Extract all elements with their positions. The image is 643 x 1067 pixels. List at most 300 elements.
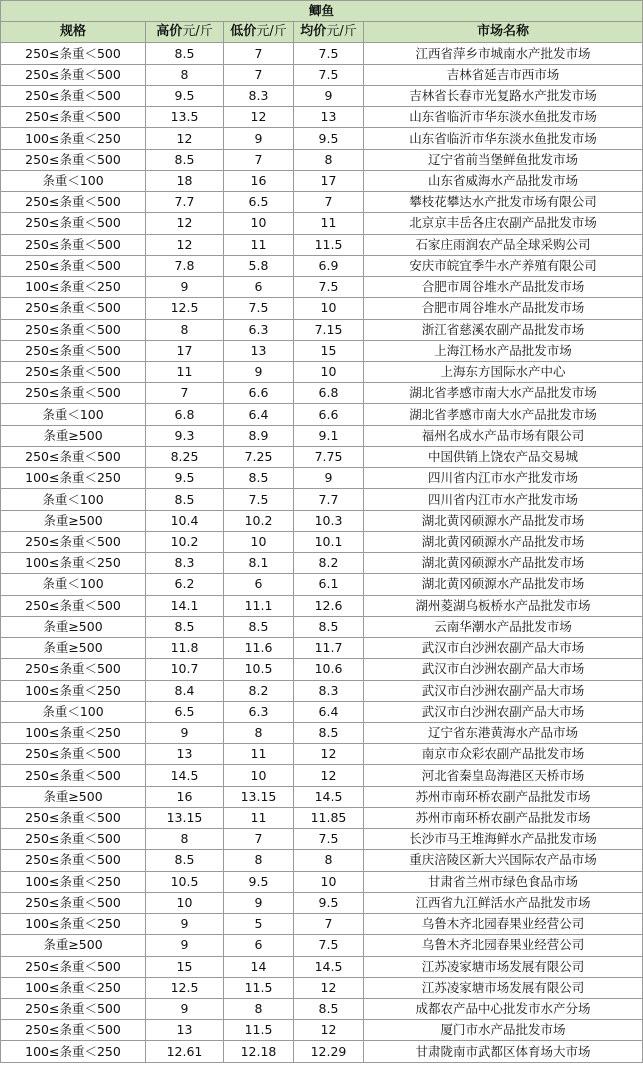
cell-high: 14.1	[146, 595, 224, 616]
cell-low: 12.18	[224, 1041, 294, 1062]
cell-avg: 9.5	[294, 892, 364, 913]
cell-market: 湖北黄冈硕源水产品批发市场	[364, 574, 643, 595]
table-row	[1, 404, 643, 425]
cell-low: 7.5	[224, 489, 294, 510]
cell-spec: 条重＜100	[1, 489, 146, 510]
cell-high: 9	[146, 277, 224, 298]
cell-avg: 12	[294, 744, 364, 765]
table-row	[1, 935, 643, 956]
cell-market: 浙江省慈溪农副产品批发市场	[364, 319, 643, 340]
table-row	[1, 638, 643, 659]
cell-market: 江西省萍乡市城南水产批发市场	[364, 43, 643, 64]
cell-avg: 8	[294, 850, 364, 871]
cell-spec: 100≤条重＜250	[1, 1041, 146, 1062]
cell-high: 8.5	[146, 43, 224, 64]
cell-avg: 7.5	[294, 43, 364, 64]
cell-low: 5.8	[224, 255, 294, 276]
table-row	[1, 531, 643, 552]
cell-avg: 9.1	[294, 425, 364, 446]
cell-market: 甘肃陇南市武都区体育场大市场	[364, 1041, 643, 1062]
header-spec: 规格	[1, 22, 146, 43]
cell-high: 12.61	[146, 1041, 224, 1062]
cell-market: 石家庄雨润农产品全球采购公司	[364, 234, 643, 255]
cell-avg: 12	[294, 977, 364, 998]
cell-spec: 100≤条重＜250	[1, 553, 146, 574]
cell-spec: 条重≥500	[1, 935, 146, 956]
table-row	[1, 977, 643, 998]
cell-avg: 8.3	[294, 680, 364, 701]
table-row	[1, 213, 643, 234]
table-row	[1, 850, 643, 871]
cell-market: 四川省内江市水产批发市场	[364, 489, 643, 510]
cell-low: 6	[224, 574, 294, 595]
cell-high: 8.5	[146, 149, 224, 170]
table-row	[1, 1020, 643, 1041]
table-row	[1, 1041, 643, 1062]
cell-market: 湖北黄冈硕源水产品批发市场	[364, 553, 643, 574]
cell-spec: 250≤条重＜500	[1, 361, 146, 382]
cell-market: 武汉市白沙洲农副产品大市场	[364, 701, 643, 722]
cell-high: 12.5	[146, 977, 224, 998]
cell-market: 安庆市皖宜季牛水产养殖有限公司	[364, 255, 643, 276]
table-row	[1, 659, 643, 680]
header-high	[146, 22, 224, 43]
cell-spec: 250≤条重＜500	[1, 383, 146, 404]
cell-high: 9.5	[146, 85, 224, 106]
cell-market: 苏州市南环桥农副产品批发市场	[364, 786, 643, 807]
cell-market: 山东省临沂市华东淡水鱼批发市场	[364, 107, 643, 128]
table-row	[1, 43, 643, 64]
cell-spec: 250≤条重＜500	[1, 956, 146, 977]
table-row	[1, 892, 643, 913]
table-body	[1, 43, 643, 1062]
cell-avg: 6.6	[294, 404, 364, 425]
cell-avg: 9	[294, 85, 364, 106]
cell-spec: 250≤条重＜500	[1, 531, 146, 552]
cell-low: 11.1	[224, 595, 294, 616]
cell-avg: 8	[294, 149, 364, 170]
cell-low: 8.2	[224, 680, 294, 701]
cell-avg: 9	[294, 468, 364, 489]
cell-high: 12	[146, 213, 224, 234]
cell-high: 8	[146, 64, 224, 85]
cell-market: 江苏凌家塘市场发展有限公司	[364, 956, 643, 977]
cell-market: 攀枝花攀达水产批发市场有限公司	[364, 192, 643, 213]
cell-spec: 100≤条重＜250	[1, 277, 146, 298]
cell-avg: 17	[294, 170, 364, 191]
title-row	[1, 1, 643, 22]
cell-low: 7	[224, 829, 294, 850]
cell-market: 上海江杨水产品批发市场	[364, 340, 643, 361]
header-high-unit: 元/斤	[182, 24, 213, 40]
header-low-unit: 元/斤	[256, 24, 287, 40]
table-row	[1, 553, 643, 574]
cell-market: 湖北黄冈硕源水产品批发市场	[364, 531, 643, 552]
cell-high: 7.8	[146, 255, 224, 276]
cell-avg: 11	[294, 213, 364, 234]
cell-avg: 11.7	[294, 638, 364, 659]
header-low	[224, 22, 294, 43]
table-row	[1, 192, 643, 213]
cell-high: 15	[146, 956, 224, 977]
cell-spec: 250≤条重＜500	[1, 659, 146, 680]
table-row	[1, 255, 643, 276]
cell-spec: 条重≥500	[1, 510, 146, 531]
header-avg	[294, 22, 364, 43]
cell-spec: 100≤条重＜250	[1, 977, 146, 998]
cell-spec: 250≤条重＜500	[1, 807, 146, 828]
cell-spec: 250≤条重＜500	[1, 107, 146, 128]
header-market: 市场名称	[364, 22, 643, 43]
cell-market: 湖北省孝感市南大水产品批发市场	[364, 404, 643, 425]
cell-low: 8	[224, 850, 294, 871]
cell-high: 6.2	[146, 574, 224, 595]
cell-avg: 7.5	[294, 935, 364, 956]
cell-low: 10.2	[224, 510, 294, 531]
cell-low: 10	[224, 531, 294, 552]
cell-high: 7	[146, 383, 224, 404]
cell-low: 9	[224, 128, 294, 149]
cell-low: 11	[224, 744, 294, 765]
cell-avg: 8.5	[294, 999, 364, 1020]
cell-high: 9	[146, 914, 224, 935]
cell-avg: 6.1	[294, 574, 364, 595]
cell-high: 8.3	[146, 553, 224, 574]
cell-high: 10	[146, 892, 224, 913]
cell-low: 7.5	[224, 298, 294, 319]
cell-avg: 7.5	[294, 277, 364, 298]
cell-high: 11.8	[146, 638, 224, 659]
table-row	[1, 999, 643, 1020]
header-low-label: 低价	[230, 24, 257, 40]
cell-market: 上海东方国际水产中心	[364, 361, 643, 382]
table-row	[1, 871, 643, 892]
cell-avg: 10.6	[294, 659, 364, 680]
table-row	[1, 489, 643, 510]
cell-low: 11.5	[224, 1020, 294, 1041]
cell-market: 山东省临沂市华东淡水鱼批发市场	[364, 128, 643, 149]
cell-low: 8	[224, 722, 294, 743]
table-row	[1, 722, 643, 743]
cell-high: 13.5	[146, 107, 224, 128]
cell-high: 9	[146, 999, 224, 1020]
cell-high: 10.5	[146, 871, 224, 892]
cell-low: 12	[224, 107, 294, 128]
cell-high: 12.5	[146, 298, 224, 319]
cell-high: 13	[146, 1020, 224, 1041]
cell-avg: 8.2	[294, 553, 364, 574]
cell-spec: 250≤条重＜500	[1, 850, 146, 871]
cell-spec: 250≤条重＜500	[1, 213, 146, 234]
cell-spec: 100≤条重＜250	[1, 914, 146, 935]
cell-spec: 条重≥500	[1, 616, 146, 637]
cell-high: 8.5	[146, 850, 224, 871]
cell-avg: 10	[294, 871, 364, 892]
cell-avg: 14.5	[294, 786, 364, 807]
cell-market: 河北省秦皇岛海港区天桥市场	[364, 765, 643, 786]
cell-high: 8.25	[146, 446, 224, 467]
cell-spec: 100≤条重＜250	[1, 722, 146, 743]
cell-market: 甘肃省兰州市绿色食品市场	[364, 871, 643, 892]
cell-high: 8.5	[146, 616, 224, 637]
cell-market: 苏州市南环桥农副产品批发市场	[364, 807, 643, 828]
table-row	[1, 446, 643, 467]
cell-low: 8.1	[224, 553, 294, 574]
cell-spec: 条重≥500	[1, 786, 146, 807]
cell-avg: 8.5	[294, 616, 364, 637]
cell-market: 厦门市水产品批发市场	[364, 1020, 643, 1041]
cell-low: 9.5	[224, 871, 294, 892]
cell-low: 11	[224, 234, 294, 255]
cell-avg: 6.9	[294, 255, 364, 276]
cell-low: 16	[224, 170, 294, 191]
cell-low: 11.5	[224, 977, 294, 998]
cell-high: 6.5	[146, 701, 224, 722]
cell-avg: 6.4	[294, 701, 364, 722]
cell-low: 9	[224, 361, 294, 382]
cell-market: 合肥市周谷堆水产品批发市场	[364, 298, 643, 319]
cell-market: 江西省九江鲜活水产品批发市场	[364, 892, 643, 913]
cell-market: 辽宁省东港黄海水产品市场	[364, 722, 643, 743]
cell-low: 10.5	[224, 659, 294, 680]
cell-spec: 100≤条重＜250	[1, 468, 146, 489]
cell-spec: 250≤条重＜500	[1, 234, 146, 255]
cell-market: 南京市众彩农副产品批发市场	[364, 744, 643, 765]
cell-avg: 7.75	[294, 446, 364, 467]
table-row	[1, 361, 643, 382]
cell-high: 10.7	[146, 659, 224, 680]
cell-market: 北京京丰岳各庄农副产品批发市场	[364, 213, 643, 234]
cell-avg: 7.5	[294, 64, 364, 85]
table-row	[1, 510, 643, 531]
cell-market: 江苏凌家塘市场发展有限公司	[364, 977, 643, 998]
cell-market: 重庆涪陵区新大兴国际农产品市场	[364, 850, 643, 871]
cell-avg: 7.5	[294, 829, 364, 850]
cell-low: 13	[224, 340, 294, 361]
table-row	[1, 170, 643, 191]
table-row	[1, 765, 643, 786]
table-row	[1, 383, 643, 404]
table-row	[1, 298, 643, 319]
cell-spec: 250≤条重＜500	[1, 64, 146, 85]
cell-low: 13.15	[224, 786, 294, 807]
cell-high: 10.2	[146, 531, 224, 552]
cell-low: 9	[224, 892, 294, 913]
table-row	[1, 914, 643, 935]
cell-avg: 13	[294, 107, 364, 128]
cell-avg: 11.5	[294, 234, 364, 255]
cell-market: 吉林省延吉市西市场	[364, 64, 643, 85]
cell-spec: 250≤条重＜500	[1, 829, 146, 850]
cell-high: 9	[146, 722, 224, 743]
cell-high: 7.7	[146, 192, 224, 213]
cell-low: 10	[224, 765, 294, 786]
table-row	[1, 956, 643, 977]
table-row	[1, 85, 643, 106]
cell-spec: 250≤条重＜500	[1, 85, 146, 106]
cell-high: 12	[146, 234, 224, 255]
cell-spec: 250≤条重＜500	[1, 149, 146, 170]
header-high-label: 高价	[156, 24, 183, 40]
cell-low: 6.3	[224, 701, 294, 722]
table-row	[1, 786, 643, 807]
cell-avg: 12.6	[294, 595, 364, 616]
cell-market: 辽宁省前当堡鲜鱼批发市场	[364, 149, 643, 170]
cell-avg: 7	[294, 192, 364, 213]
cell-market: 乌鲁木齐北园春果业经营公司	[364, 935, 643, 956]
cell-high: 14.5	[146, 765, 224, 786]
table-row	[1, 701, 643, 722]
cell-low: 14	[224, 956, 294, 977]
table-row	[1, 319, 643, 340]
cell-high: 13.15	[146, 807, 224, 828]
cell-avg: 10	[294, 298, 364, 319]
cell-spec: 250≤条重＜500	[1, 192, 146, 213]
cell-market: 福州名成水产品市场有限公司	[364, 425, 643, 446]
cell-low: 10	[224, 213, 294, 234]
header-avg-unit: 元/斤	[326, 24, 357, 40]
cell-market: 吉林省长春市光复路水产批发市场	[364, 85, 643, 106]
cell-low: 6	[224, 935, 294, 956]
cell-market: 四川省内江市水产批发市场	[364, 468, 643, 489]
cell-avg: 7.7	[294, 489, 364, 510]
cell-high: 17	[146, 340, 224, 361]
cell-market: 武汉市白沙洲农副产品大市场	[364, 638, 643, 659]
cell-spec: 250≤条重＜500	[1, 595, 146, 616]
cell-spec: 条重＜100	[1, 404, 146, 425]
table-row	[1, 829, 643, 850]
cell-avg: 6.8	[294, 383, 364, 404]
cell-market: 成都农产品中心批发市水产分场	[364, 999, 643, 1020]
cell-avg: 11.85	[294, 807, 364, 828]
cell-low: 8.5	[224, 468, 294, 489]
table-row	[1, 616, 643, 637]
cell-high: 6.8	[146, 404, 224, 425]
cell-high: 9.5	[146, 468, 224, 489]
cell-high: 10.4	[146, 510, 224, 531]
cell-low: 7	[224, 149, 294, 170]
table-row	[1, 234, 643, 255]
cell-low: 6.3	[224, 319, 294, 340]
table-title: 鲫鱼	[1, 1, 643, 22]
cell-avg: 15	[294, 340, 364, 361]
cell-high: 9	[146, 935, 224, 956]
cell-low: 6.4	[224, 404, 294, 425]
cell-spec: 250≤条重＜500	[1, 319, 146, 340]
table-row	[1, 574, 643, 595]
cell-low: 11	[224, 807, 294, 828]
cell-market: 湖北黄冈硕源水产品批发市场	[364, 510, 643, 531]
cell-low: 7	[224, 43, 294, 64]
cell-low: 7	[224, 64, 294, 85]
cell-market: 湖北省孝感市南大水产品批发市场	[364, 383, 643, 404]
cell-low: 8	[224, 999, 294, 1020]
table-row	[1, 107, 643, 128]
cell-market: 山东省威海水产品批发市场	[364, 170, 643, 191]
cell-spec: 条重＜100	[1, 701, 146, 722]
cell-spec: 250≤条重＜500	[1, 298, 146, 319]
cell-low: 6	[224, 277, 294, 298]
cell-market: 云南华潮水产品批发市场	[364, 616, 643, 637]
cell-spec: 条重≥500	[1, 638, 146, 659]
cell-high: 8	[146, 319, 224, 340]
cell-market: 武汉市白沙洲农副产品大市场	[364, 659, 643, 680]
cell-avg: 14.5	[294, 956, 364, 977]
cell-spec: 100≤条重＜250	[1, 871, 146, 892]
cell-high: 13	[146, 744, 224, 765]
cell-avg: 7	[294, 914, 364, 935]
cell-high: 8.4	[146, 680, 224, 701]
cell-market: 乌鲁木齐北园春果业经营公司	[364, 914, 643, 935]
cell-low: 8.5	[224, 616, 294, 637]
cell-avg: 10.1	[294, 531, 364, 552]
cell-spec: 250≤条重＜500	[1, 43, 146, 64]
cell-spec: 250≤条重＜500	[1, 1020, 146, 1041]
cell-spec: 条重≥500	[1, 425, 146, 446]
cell-spec: 250≤条重＜500	[1, 765, 146, 786]
cell-low: 6.6	[224, 383, 294, 404]
cell-market: 武汉市白沙洲农副产品大市场	[364, 680, 643, 701]
cell-spec: 条重＜100	[1, 170, 146, 191]
cell-market: 湖州菱湖乌板桥水产品批发市场	[364, 595, 643, 616]
cell-avg: 12	[294, 1020, 364, 1041]
cell-low: 5	[224, 914, 294, 935]
cell-low: 7.25	[224, 446, 294, 467]
cell-spec: 100≤条重＜250	[1, 680, 146, 701]
table-row	[1, 468, 643, 489]
cell-spec: 100≤条重＜250	[1, 128, 146, 149]
cell-high: 8	[146, 829, 224, 850]
cell-low: 11.6	[224, 638, 294, 659]
cell-avg: 10	[294, 361, 364, 382]
cell-low: 8.9	[224, 425, 294, 446]
cell-spec: 250≤条重＜500	[1, 892, 146, 913]
cell-high: 8.5	[146, 489, 224, 510]
cell-high: 11	[146, 361, 224, 382]
cell-low: 6.5	[224, 192, 294, 213]
header-avg-label: 均价	[300, 24, 327, 40]
cell-high: 16	[146, 786, 224, 807]
table-row	[1, 595, 643, 616]
table-row	[1, 149, 643, 170]
cell-market: 长沙市马王堆海鲜水产品批发市场	[364, 829, 643, 850]
cell-spec: 250≤条重＜500	[1, 255, 146, 276]
table-row	[1, 64, 643, 85]
table-row	[1, 425, 643, 446]
table-row	[1, 744, 643, 765]
cell-high: 9.3	[146, 425, 224, 446]
cell-high: 12	[146, 128, 224, 149]
cell-low: 8.3	[224, 85, 294, 106]
cell-avg: 10.3	[294, 510, 364, 531]
table-row	[1, 277, 643, 298]
cell-avg: 8.5	[294, 722, 364, 743]
table-row	[1, 680, 643, 701]
cell-avg: 12.29	[294, 1041, 364, 1062]
table-row	[1, 340, 643, 361]
cell-spec: 条重＜100	[1, 574, 146, 595]
header-row	[1, 22, 643, 43]
cell-spec: 250≤条重＜500	[1, 744, 146, 765]
cell-spec: 250≤条重＜500	[1, 340, 146, 361]
cell-market: 中国供销上饶农产品交易城	[364, 446, 643, 467]
table-row	[1, 128, 643, 149]
table-row	[1, 807, 643, 828]
cell-avg: 9.5	[294, 128, 364, 149]
cell-spec: 250≤条重＜500	[1, 446, 146, 467]
cell-avg: 12	[294, 765, 364, 786]
cell-market: 合肥市周谷堆水产品批发市场	[364, 277, 643, 298]
